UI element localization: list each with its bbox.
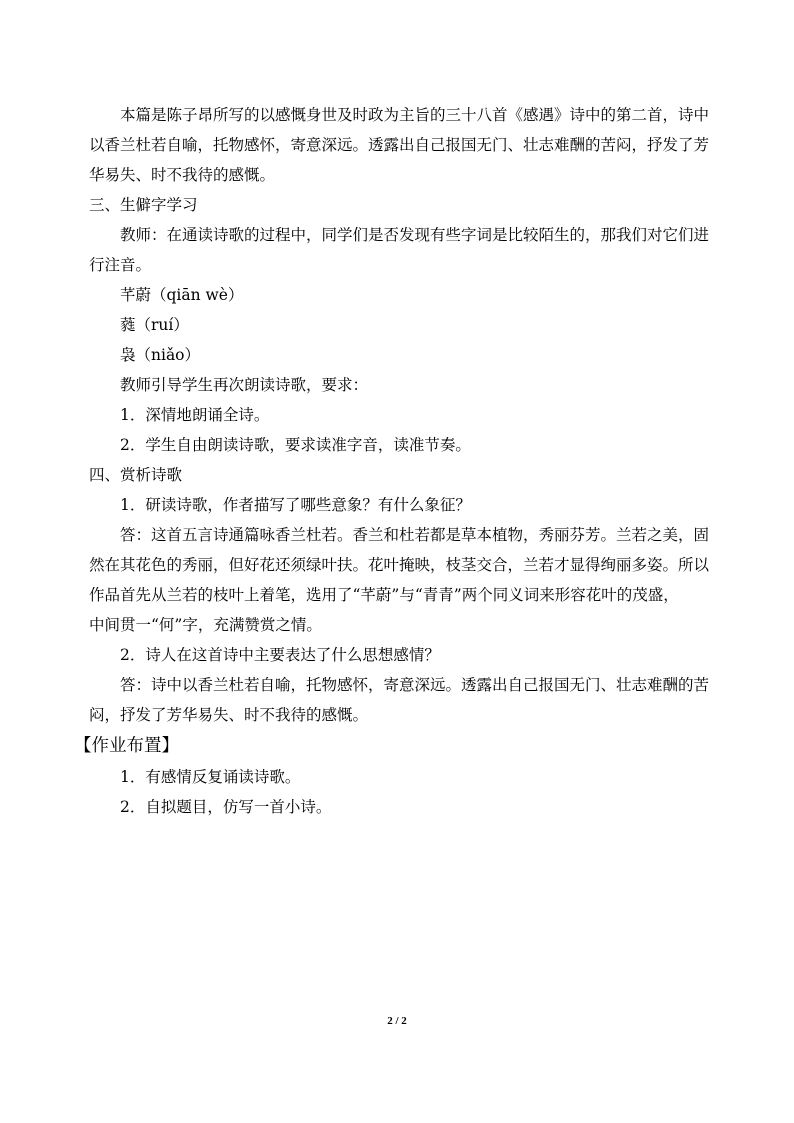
teacher-line-2: 行注音。 (89, 256, 152, 274)
vocab-word-2: 蕤（ruí） (120, 316, 189, 334)
intro-line-2: 以香兰杜若自喻，托物感怀，寄意深远。透露出自己报国无门、壮志难酬的苦闷，抒发了芳 (89, 136, 710, 154)
teacher-guide: 教师引导学生再次朗读诗歌，要求： (120, 376, 369, 394)
vocab-word-1: 芊蔚（qiān wè） (120, 286, 244, 304)
homework-item-1: 1．有感情反复诵读诗歌。 (120, 768, 301, 786)
answer-1-line-2: 然在其花色的秀丽，但好花还须绿叶扶。花叶掩映，枝茎交合，兰若才显得绚丽多姿。所以 (89, 556, 710, 574)
section-4-heading: 四、赏析诗歌 (89, 466, 183, 484)
document-body (74, 100, 713, 822)
question-2: 2．诗人在这首诗中主要表达了什么思想感情？ (120, 646, 440, 664)
homework-item-2: 2．自拟题目，仿写一首小诗。 (120, 798, 332, 816)
homework-title: 【作业布置】 (74, 736, 179, 756)
answer-1-line-4: 中间贯一“何”字，充满赞赏之情。 (89, 616, 322, 634)
answer-1-line-3: 作品首先从兰若的枝叶上着笔，选用了“芊蔚”与“青青”两个同义词来形容花叶的茂盛， (89, 586, 679, 604)
answer-2-line-2: 闷，抒发了芳华易失、时不我待的感慨。 (89, 706, 369, 724)
answer-1-line-1: 答：这首五言诗通篇咏香兰杜若。香兰和杜若都是草本植物，秀丽芬芳。兰若之美，固 (120, 526, 710, 544)
question-1: 1．研读诗歌，作者描写了哪些意象？有什么象征？ (120, 496, 471, 514)
intro-line-3: 华易失、时不我待的感慨。 (89, 166, 276, 184)
answer-2-line-1: 答：诗中以香兰杜若自喻，托物感怀，寄意深远。透露出自己报国无门、壮志难酬的苦 (120, 676, 710, 694)
page-number: 2 / 2 (387, 1015, 407, 1027)
section-3-heading: 三、生僻字学习 (89, 196, 198, 214)
vocab-word-3: 袅（niǎo） (120, 346, 201, 364)
intro-line-1: 本篇是陈子昂所写的以感慨身世及时政为主旨的三十八首《感遇》诗中的第二首，诗中 (120, 106, 710, 124)
teacher-line-1: 教师：在通读诗歌的过程中，同学们是否发现有些字词是比较陌生的，那我们对它们进 (120, 226, 710, 244)
requirement-1: 1．深情地朗诵全诗。 (120, 406, 270, 424)
requirement-2: 2．学生自由朗读诗歌，要求读准字音，读准节奏。 (120, 436, 471, 454)
